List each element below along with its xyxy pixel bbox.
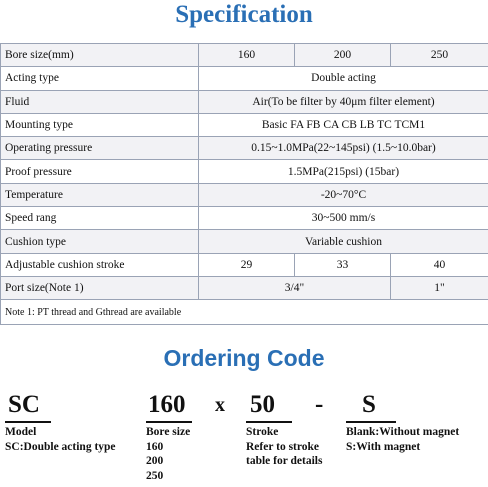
table-row <box>1 137 488 160</box>
row-label: Bore size(mm) <box>1 44 199 67</box>
row-value: Double acting <box>199 67 488 90</box>
row-value: Air(To be filter by 40μm filter element) <box>199 90 488 113</box>
bore-size-200: 200 <box>295 44 391 67</box>
cushion-stroke-160: 29 <box>199 253 295 276</box>
specification-title: Specification <box>175 1 313 28</box>
ordering-code-title: Ordering Code <box>163 345 325 371</box>
row-value: 30~500 mm/s <box>199 207 488 230</box>
row-label: Proof pressure <box>1 160 199 183</box>
bore-size-description: Bore size 160 200 250 <box>146 426 191 482</box>
cushion-stroke-250: 40 <box>391 253 488 276</box>
bore-size-250: 250 <box>391 44 488 67</box>
table-row <box>1 67 488 90</box>
bore-code: 160 <box>148 391 186 418</box>
footnote: Note 1: PT thread and Gthread are available <box>1 300 488 325</box>
magnet-code-underline <box>346 421 396 423</box>
table-row <box>1 160 488 183</box>
stroke-code-underline <box>246 421 292 423</box>
table-row <box>1 113 488 136</box>
bore-size-160: 160 <box>199 44 295 67</box>
row-value: Variable cushion <box>199 230 488 253</box>
table-row <box>1 300 488 325</box>
model-code-underline <box>5 421 51 423</box>
magnet-description: Blank:Without magnet S:With magnet <box>346 426 460 453</box>
port-size-250: 1" <box>391 276 488 299</box>
table-row <box>1 276 488 299</box>
table-row <box>1 44 488 67</box>
table-row <box>1 207 488 230</box>
cushion-stroke-200: 33 <box>295 253 391 276</box>
specification-table <box>0 43 488 325</box>
row-label: Fluid <box>1 90 199 113</box>
x-separator: x <box>215 394 225 416</box>
table-row <box>1 253 488 276</box>
row-value: -20~70°C <box>199 183 488 206</box>
row-label: Temperature <box>1 183 199 206</box>
row-value: Basic FA FB CA CB LB TC TCM1 <box>199 113 488 136</box>
row-value: 0.15~1.0MPa(22~145psi) (1.5~10.0bar) <box>199 137 488 160</box>
bore-code-underline <box>146 421 192 423</box>
table-row <box>1 90 488 113</box>
stroke-description: Stroke Refer to stroke table for details <box>246 426 323 467</box>
dash-separator: - <box>315 391 324 418</box>
table-row <box>1 230 488 253</box>
row-label: Operating pressure <box>1 137 199 160</box>
table-row <box>1 183 488 206</box>
port-size-160-200: 3/4" <box>199 276 391 299</box>
row-label: Acting type <box>1 67 199 90</box>
row-label: Speed rang <box>1 207 199 230</box>
row-label: Cushion type <box>1 230 199 253</box>
row-label: Mounting type <box>1 113 199 136</box>
row-label: Adjustable cushion stroke <box>1 253 199 276</box>
row-label: Port size(Note 1) <box>1 276 199 299</box>
model-code: SC <box>8 391 40 418</box>
stroke-code: 50 <box>250 391 275 418</box>
magnet-code: S <box>362 391 376 418</box>
row-value: 1.5MPa(215psi) (15bar) <box>199 160 488 183</box>
model-description: Model SC:Double acting type <box>5 426 116 453</box>
